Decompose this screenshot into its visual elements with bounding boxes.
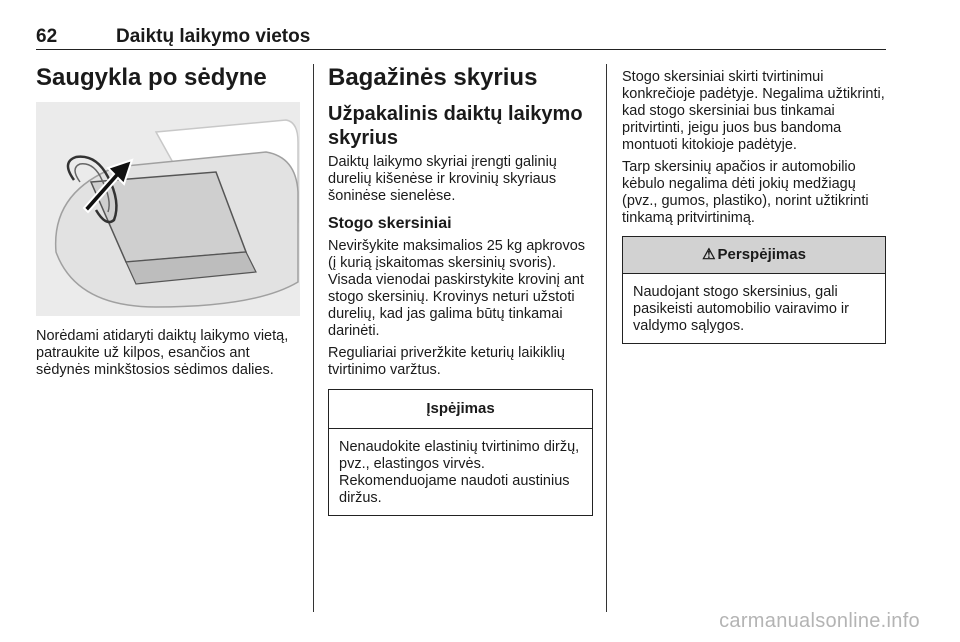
caution-body: [329, 429, 592, 515]
warning-body: [623, 274, 885, 343]
running-title: Daiktų laikymo vietos: [116, 26, 311, 47]
header-rule: [36, 49, 886, 50]
page-header: [36, 16, 886, 48]
column-1: [36, 64, 300, 379]
caution-notice: [328, 389, 593, 516]
seat-storage-text: Norėdami atidaryti daiktų laikymo vietą, patraukite už kilpos, esančios ant sėdynės minkštosios sėdimos dalies.: [36, 328, 289, 378]
column-2: [328, 64, 593, 516]
roof-rack-position-text: Stogo skersiniai skirti tvirtinimui konkrečioje padėtyje. Negalima užtikrinti, kad stogo skersiniai bus tinkamai pritvirtinti, jeigu juos bus bandoma montuoti kitokioje padėtyje.: [622, 69, 885, 153]
page-number: 62: [36, 26, 58, 47]
section-heading-cargo: Bagažinės skyrius: [328, 64, 538, 91]
warning-text: Naudojant stogo skersinius, gali pasikeisti automobilio vairavimo ir valdymo sąlygos.: [633, 284, 849, 334]
warning-header: [623, 237, 885, 274]
rear-storage-text: Daiktų laikymo skyriai įrengti galinių durelių kišenėse ir krovinių skyriaus šoninėse sienelėse.: [328, 154, 557, 204]
subheading-rear-storage: Užpakalinis daiktų laikymo skyrius: [328, 103, 583, 149]
warning-title: Perspėjimas: [717, 246, 806, 263]
column-3: [622, 64, 886, 344]
watermark: carmanualsonline.info: [719, 610, 920, 632]
column-divider-1: [313, 64, 314, 612]
warning-notice: [622, 236, 886, 344]
section-heading-seat-storage: Saugykla po sėdyne: [36, 64, 267, 91]
seat-storage-illustration: [36, 102, 300, 316]
warning-triangle-icon: ⚠: [702, 246, 716, 263]
caution-title: Įspėjimas: [329, 390, 592, 429]
roof-rack-materials-text: Tarp skersinių apačios ir automobilio kėbulo negalima dėti jokių medžiagų (pvz., gumos, plastiko), norint užtikrinti tinkamą pritvirtinimą.: [622, 159, 869, 226]
roof-rack-load-text: Neviršykite maksimalios 25 kg apkrovos (į kurią įskaitomas skersinių svoris). Visada vienodai paskirstykite krovinį ant stogo skersinių. Krovinys neturi užstoti durelių, kad jas galima būtų tinkamai darinėti.: [328, 238, 586, 339]
caution-text: Nenaudokite elastinių tvirtinimo diržų, pvz., elastingos virvės. Rekomenduojame naudoti austinius diržus.: [339, 439, 580, 506]
roof-rack-bolts-text: Reguliariai priveržkite keturių laikiklių tvirtinimo varžtus.: [328, 345, 565, 378]
subheading-roof-rack: Stogo skersiniai: [328, 215, 452, 232]
column-divider-2: [606, 64, 607, 612]
